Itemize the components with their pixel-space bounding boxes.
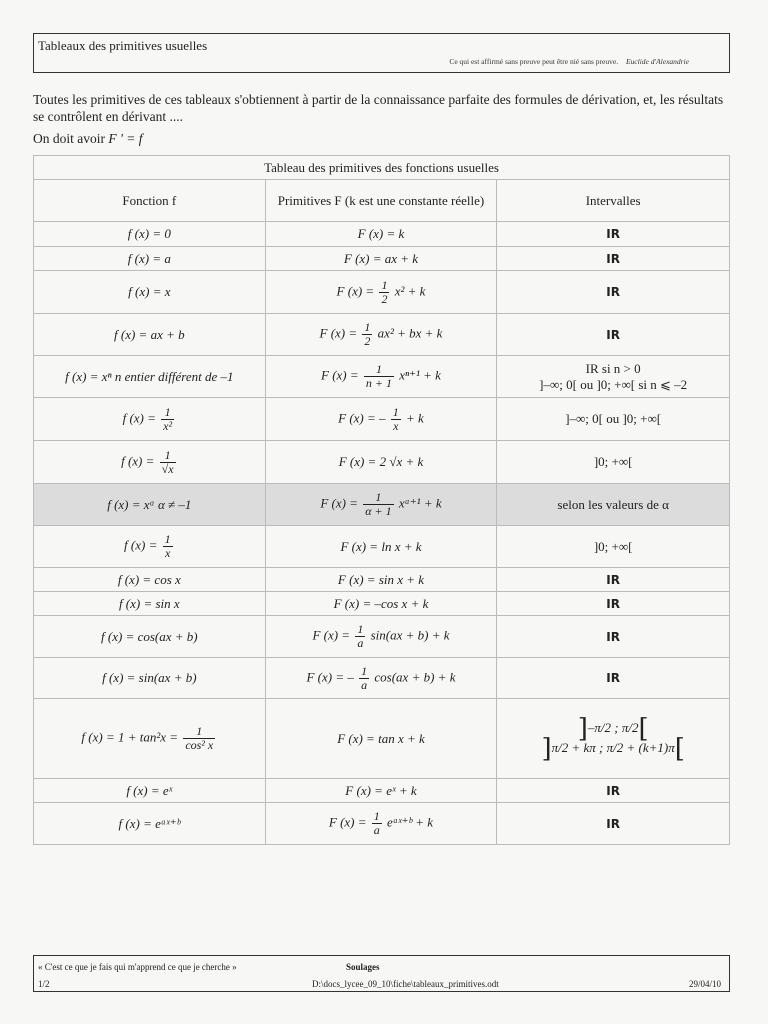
fraction-numerator: 1 (392, 404, 399, 419)
reals-symbol: IR (606, 596, 621, 611)
header-primitive: Primitives F (k est une constante réelle) (265, 180, 497, 222)
intro-condition (33, 131, 143, 147)
interval-line-2: ]–∞; 0[ ou ]0; +∞[ si n ⩽ –2 (539, 376, 688, 392)
fraction (355, 623, 365, 650)
cell-function: f (x) = sin(ax + b) (34, 658, 266, 699)
fraction-denominator: x (164, 546, 171, 560)
cell-function: f (x) = xᵅ α ≠ –1 (34, 484, 266, 526)
table-row (34, 247, 730, 271)
quote-author: Euclide d'Alexandrie (625, 57, 689, 66)
fraction (160, 449, 176, 476)
fraction-denominator: 2 (364, 334, 371, 348)
table-row (34, 568, 730, 592)
cell-function: f (x) = cos(ax + b) (34, 616, 266, 658)
fraction (372, 810, 382, 837)
fraction (364, 363, 394, 390)
cell-primitive (265, 398, 497, 441)
table-row (34, 314, 730, 356)
cell-interval: selon les valeurs de α (497, 484, 730, 526)
fraction-numerator: 1 (164, 532, 171, 546)
fraction (362, 321, 372, 348)
cell-primitive: F (x) = sin x + k (265, 568, 497, 592)
cell-interval (497, 803, 730, 845)
fraction-denominator: a (361, 677, 368, 692)
cell-primitive: F (x) = ax + k (265, 247, 497, 271)
reals-symbol: IR (606, 671, 621, 685)
fraction-numerator: 1 (364, 320, 371, 334)
cell-function: f (x) = sin x (34, 592, 266, 616)
reals-symbol: IR (606, 327, 621, 342)
cell-interval (497, 616, 730, 658)
cell-function: f (x) = xⁿ n entier différent de –1 (34, 356, 266, 398)
formula-prefix: f (x) = 1 + tan²x = (81, 729, 179, 745)
condition-formula: F ' = f (108, 131, 143, 146)
file-path: D:\docs_lycee_09_10\fiche\tableaux_primitives.odt (312, 979, 499, 989)
cell-function: f (x) = 0 (34, 222, 266, 247)
fraction-numerator: 1 (183, 725, 215, 739)
quote-text: Ce qui est affirmé sans preuve peut être nié sans preuve. (449, 57, 619, 66)
fraction-denominator: x (393, 418, 399, 433)
fraction (379, 279, 389, 306)
fraction-numerator: 1 (361, 663, 368, 678)
header-quote (449, 57, 689, 66)
formula-prefix: F (x) = (336, 282, 375, 298)
footer-box (33, 955, 730, 992)
fraction (183, 725, 215, 752)
cell-function: f (x) = x (34, 271, 266, 314)
table-row (34, 592, 730, 616)
fraction-denominator: √x (161, 461, 174, 476)
fraction (163, 533, 173, 560)
reals-symbol: IR (606, 783, 621, 798)
footer-author: Soulages (346, 962, 380, 972)
formula-prefix: F (x) = – (338, 409, 386, 425)
cell-primitive: F (x) = k (265, 222, 497, 247)
formula-prefix: F (x) = (319, 325, 358, 341)
table-row (34, 779, 730, 803)
reals-symbol: IR (606, 572, 621, 587)
cell-primitive: F (x) = eˣ + k (265, 779, 497, 803)
formula-prefix: F (x) = (320, 495, 358, 511)
fraction (391, 406, 401, 433)
footer-quote: « C'est ce que je fais qui m'apprend ce que je cherche » (38, 962, 237, 972)
fraction-numerator: 1 (364, 363, 394, 377)
table-row-highlighted (34, 484, 730, 526)
fraction (161, 406, 174, 433)
formula-suffix: xᵅ⁺¹ + k (398, 495, 442, 511)
cell-primitive (265, 658, 497, 699)
cell-function: f (x) = a (34, 247, 266, 271)
fraction-numerator: 1 (161, 406, 174, 420)
cell-interval (497, 592, 730, 616)
fraction-denominator: n + 1 (365, 376, 393, 390)
cell-primitive (265, 803, 497, 845)
cell-primitive: F (x) = tan x + k (265, 699, 497, 779)
fraction-denominator: x² (163, 418, 173, 433)
reals-symbol: IR (606, 816, 621, 831)
table-row (34, 526, 730, 568)
table-row (34, 356, 730, 398)
formula-prefix: F (x) = (321, 367, 359, 383)
fraction-numerator: 1 (363, 491, 393, 505)
formula-prefix: F (x) = (328, 814, 367, 830)
interval-line-1: ]–π/2 ; π/2[ (577, 713, 649, 744)
reals-symbol: IR (606, 285, 621, 299)
formula-prefix: f (x) = (121, 452, 155, 468)
formula-prefix: f (x) = (124, 537, 158, 553)
document-title: Tableaux des primitives usuelles (38, 38, 208, 53)
cell-interval: ]0; +∞[ (497, 441, 730, 484)
cell-function (34, 526, 266, 568)
primitives-table (33, 155, 730, 845)
fraction-denominator: α + 1 (365, 504, 392, 518)
table-row (34, 699, 730, 779)
cell-interval (497, 222, 730, 247)
condition-prefix: On doit avoir (33, 131, 105, 146)
table-row (34, 398, 730, 441)
cell-function (34, 398, 266, 441)
cell-primitive (265, 356, 497, 398)
cell-primitive (265, 271, 497, 314)
cell-primitive (265, 616, 497, 658)
cell-interval (497, 247, 730, 271)
interval-line-1: IR si n > 0 (585, 360, 641, 376)
cell-interval (497, 699, 730, 779)
table-row (34, 616, 730, 658)
formula-suffix: sin(ax + b) + k (370, 627, 450, 643)
formula-suffix: x² + k (394, 282, 426, 298)
table-caption: Tableau des primitives des fonctions usuelles (34, 156, 730, 180)
formula-suffix: + k (406, 409, 424, 425)
header-function: Fonction f (34, 180, 266, 222)
formula-suffix: xⁿ⁺¹ + k (399, 367, 441, 383)
table-row (34, 803, 730, 845)
reals-symbol: IR (606, 251, 621, 266)
cell-primitive (265, 484, 497, 526)
cell-primitive: F (x) = 2 √x + k (265, 441, 497, 484)
fraction-denominator: a (357, 636, 364, 650)
cell-function: f (x) = eˣ (34, 779, 266, 803)
formula-prefix: f (x) = (122, 409, 156, 425)
cell-interval (497, 658, 730, 699)
page-number: 1/2 (38, 979, 50, 989)
cell-primitive: F (x) = –cos x + k (265, 592, 497, 616)
cell-primitive: F (x) = ln x + k (265, 526, 497, 568)
fraction-denominator: a (373, 823, 380, 837)
cell-interval (497, 779, 730, 803)
cell-interval: ]0; +∞[ (497, 526, 730, 568)
formula-suffix: eᵃˣ⁺ᵇ + k (387, 814, 434, 830)
cell-function: f (x) = cos x (34, 568, 266, 592)
formula-prefix: F (x) = – (306, 668, 354, 684)
formula-prefix: F (x) = (312, 627, 351, 643)
cell-interval (497, 271, 730, 314)
intro-paragraph: Toutes les primitives de ces tableaux s'obtiennent à partir de la connaissance parfaite des formules de dérivation, et, les résultats se contrôlent en dérivant .... (33, 92, 724, 124)
cell-function (34, 441, 266, 484)
reals-symbol: IR (606, 629, 621, 644)
cell-interval: ]–∞; 0[ ou ]0; +∞[ (497, 398, 730, 441)
fraction-denominator: cos² x (185, 738, 214, 752)
table-row (34, 222, 730, 247)
cell-function: f (x) = eᵃˣ⁺ᵇ (34, 803, 266, 845)
interval-line-2: ]π/2 + kπ ; π/2 + (k+1)π[ (541, 733, 685, 764)
fraction (363, 491, 393, 518)
fraction-numerator: 1 (381, 277, 388, 292)
fraction-denominator: 2 (381, 291, 388, 306)
cell-function: f (x) = ax + b (34, 314, 266, 356)
table-row (34, 441, 730, 484)
formula-suffix: ax² + bx + k (377, 325, 443, 341)
formula-suffix: cos(ax + b) + k (374, 668, 456, 684)
table-row (34, 658, 730, 699)
cell-function (34, 699, 266, 779)
fraction (359, 665, 369, 692)
cell-interval (497, 314, 730, 356)
fraction-numerator: 1 (357, 622, 364, 636)
table-row (34, 271, 730, 314)
header-box (33, 33, 730, 73)
header-interval: Intervalles (497, 180, 730, 222)
cell-primitive (265, 314, 497, 356)
fraction-numerator: 1 (160, 449, 176, 463)
cell-interval (497, 356, 730, 398)
cell-interval (497, 568, 730, 592)
footer-date: 29/04/10 (688, 979, 721, 989)
fraction-numerator: 1 (373, 809, 380, 823)
reals-symbol: IR (606, 227, 621, 241)
